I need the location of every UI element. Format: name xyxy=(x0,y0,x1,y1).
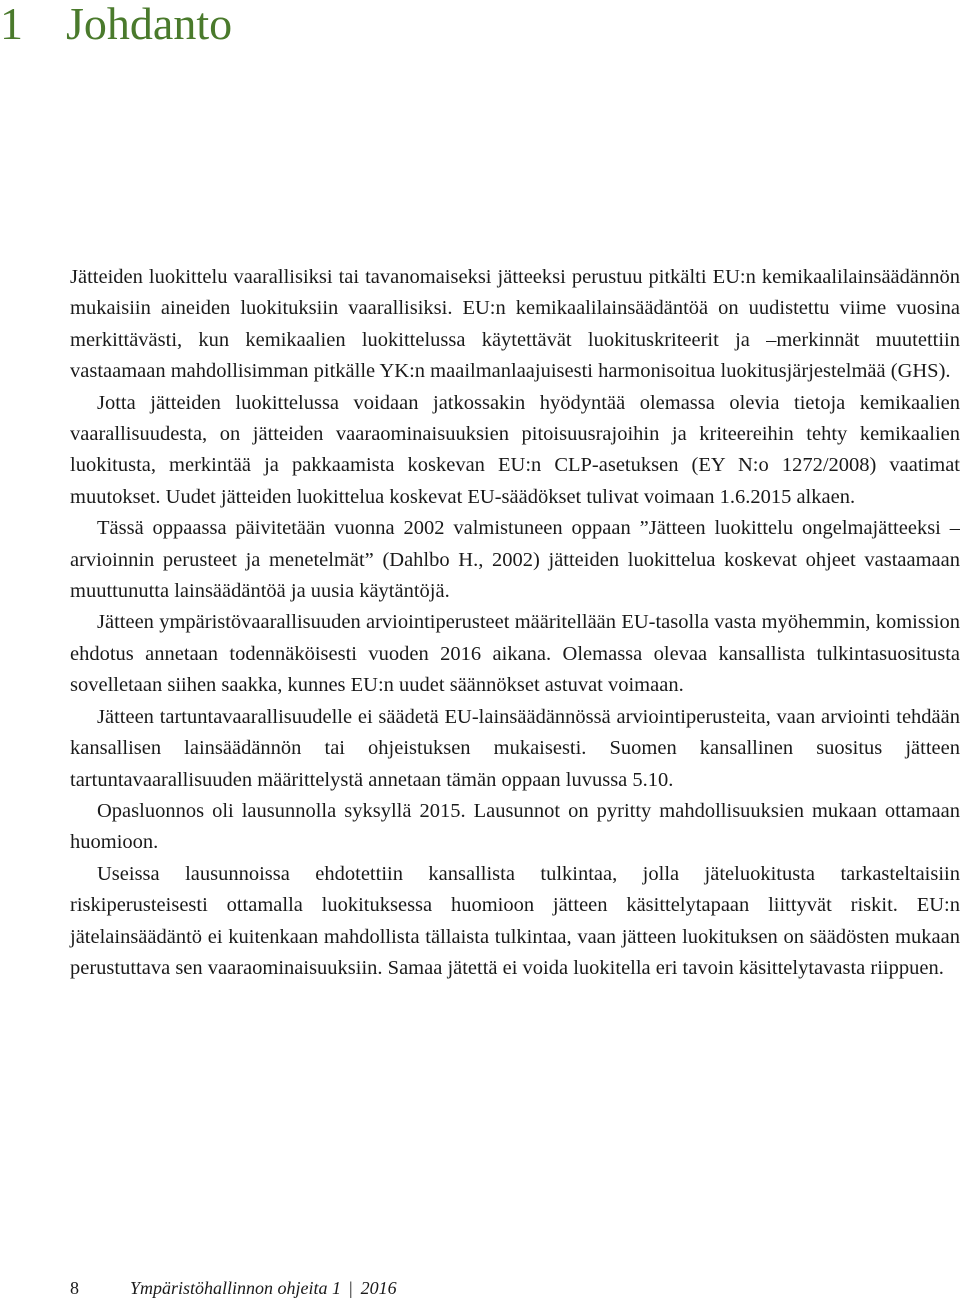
chapter-number: 1 xyxy=(0,0,23,49)
paragraph-6: Opasluonnos oli lausunnolla syksyllä 2015. Lausunnot on pyritty mahdollisuuksien mukaan ottamaan huomioon. xyxy=(70,799,960,854)
page-number: 8 xyxy=(70,1278,79,1298)
series-issue: 1 xyxy=(332,1278,342,1298)
body-text xyxy=(70,262,960,984)
footer-separator: | xyxy=(349,1278,353,1298)
series-year: 2016 xyxy=(360,1278,397,1298)
chapter-title: Johdanto xyxy=(66,0,233,49)
series-title: Ympäristöhallinnon ohjeita xyxy=(130,1278,328,1298)
chapter-heading xyxy=(0,0,232,52)
paragraph-3: Tässä oppaassa päivitetään vuonna 2002 valmistuneen oppaan ”Jätteen luokittelu ongelmajätteeksi – arvioinnin perusteet ja menetelmät” (Dahlbo H., 2002) jätteiden luokittelua koskevat ohjeet vastaamaan muuttunutta lainsäädäntöä ja uusia käytäntöjä. xyxy=(70,517,960,603)
paragraph-5: Jätteen tartuntavaarallisuudelle ei säädetä EU-lainsäädännössä arviointiperusteita, vaan arviointi tehdään kansallisen lainsäädännön tai ohjeistuksen mukaisesti. Suomen kansallinen suositus jätteen tartuntavaarallisuuden määrittelystä annetaan tämän oppaan luvussa 5.10. xyxy=(70,705,960,791)
paragraph-7: Useissa lausunnoissa ehdotettiin kansallista tulkintaa, jolla jäteluokitusta tarkasteltaisiin riskiperusteisesti ottamalla luokituksessa huomioon jätteen käsittelytapaan liittyvät riskit. EU:n jätelainsäädäntö ei kuitenkaan mahdollista tällaista tulkintaa, vaan jätteen luokituksen on säädösten mukaan perustuttava sen vaaraominaisuuksiin. Samaa jätettä ei voida luokitella eri tavoin käsittelytavasta riippuen. xyxy=(70,862,960,979)
paragraph-2: Jotta jätteiden luokittelussa voidaan jatkossakin hyödyntää olemassa olevia tietoja kemikaalien vaarallisuudesta, on jätteiden vaaraominaisuuksien pitoisuusrajoihin ja kriteereihin tehty kemikaalien luokitusta, merkintää ja pakkaamista koskevan EU:n CLP-asetuksen (EY N:o 1272/2008) vaatimat muutokset. Uudet jätteiden luokittelua koskevat EU-säädökset tulivat voimaan 1.6.2015 alkaen. xyxy=(70,391,960,508)
paragraph-4: Jätteen ympäristövaarallisuuden arviointiperusteet määritellään EU-tasolla vasta myöhemmin, komission ehdotus annetaan todennäköisesti vuoden 2016 aikana. Olemassa olevaa kansallista tulkintasuositusta sovelletaan siihen saakka, kunnes EU:n uudet säännökset astuvat voimaan. xyxy=(70,611,960,697)
paragraph-1: Jätteiden luokittelu vaarallisiksi tai tavanomaiseksi jätteeksi perustuu pitkälti EU:n kemikaalilainsäädännön mukaisiin aineiden luokituksiin vaarallisiksi. EU:n kemikaalilainsäädäntöä on uudistettu viime vuosina merkittävästi, kun kemikaalien luokittelussa käytettävät luokituskriteerit ja –merkinnät muutettiin vastaamaan mahdollisimman pitkälle YK:n maailmanlaajuisesti harmonisoitua luokitusjärjestelmää (GHS). xyxy=(70,266,960,383)
page-footer xyxy=(70,1276,397,1300)
